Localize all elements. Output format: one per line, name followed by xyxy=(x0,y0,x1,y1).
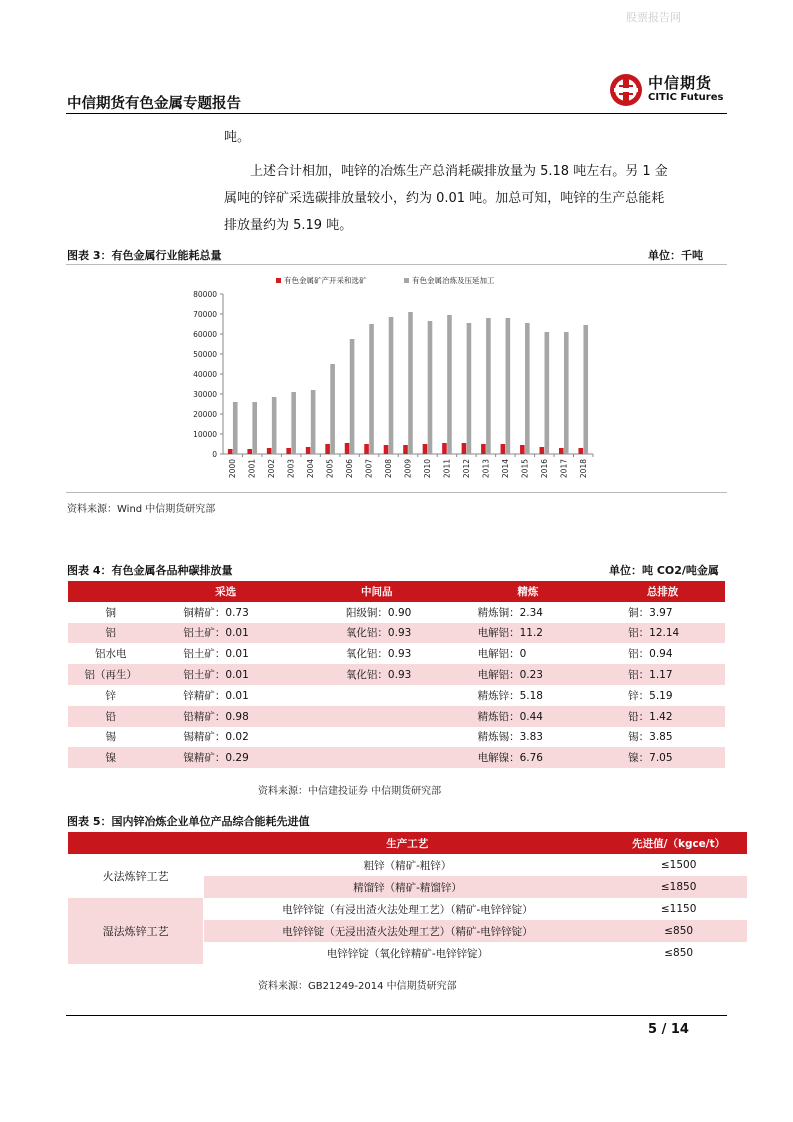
table-header-row xyxy=(68,832,747,854)
table-row xyxy=(68,727,725,748)
table-cell: 电解铝：0.23 xyxy=(456,664,601,685)
figure3-bottom-rule xyxy=(66,492,727,493)
legend-swatch xyxy=(276,278,281,283)
table-cell: 电锌锌锭（无浸出渣火法处理工艺）（精矿-电锌锌锭） xyxy=(204,920,611,942)
y-tick-label: 50000 xyxy=(193,350,217,359)
bar-smelting xyxy=(486,318,491,454)
bar-smelting xyxy=(291,392,296,454)
bar-mining xyxy=(578,448,583,454)
bar-mining xyxy=(501,444,506,454)
table-cell: 锡：3.85 xyxy=(628,731,673,744)
bar-mining xyxy=(481,444,486,454)
x-tick-label: 2011 xyxy=(442,459,452,479)
table-cell: 铝：12.14 xyxy=(600,623,725,644)
bar-mining xyxy=(559,448,564,454)
x-tick-label: 2012 xyxy=(461,459,471,479)
figure3-caption: 图表 3：有色金属行业能耗总量 xyxy=(67,249,222,262)
x-tick-label: 2015 xyxy=(520,459,530,479)
bar-mining xyxy=(286,448,291,454)
legend-label: 有色金属矿产开采和选矿 xyxy=(284,276,367,285)
process-group: 湿法炼锌工艺 xyxy=(68,898,204,964)
bar-mining xyxy=(306,447,311,454)
bar-smelting xyxy=(428,321,433,454)
bar-mining xyxy=(462,443,467,454)
column-header xyxy=(68,832,204,854)
x-tick-label: 2002 xyxy=(267,459,277,479)
table-cell: 锡精矿：0.02 xyxy=(183,731,249,744)
table-cell: 氧化铝：0.93 xyxy=(345,648,412,661)
footer-rule xyxy=(66,1015,727,1016)
table-row xyxy=(68,643,725,664)
bar-smelting xyxy=(564,332,569,454)
table-row xyxy=(68,623,725,644)
paragraph-line: 排放量约为 5.19 吨。 xyxy=(224,218,353,233)
table-cell: 粗锌（精矿-粗锌） xyxy=(204,854,611,876)
y-tick-label: 20000 xyxy=(193,410,217,419)
bar-mining xyxy=(267,448,272,454)
bar-mining xyxy=(442,443,447,454)
table-cell: 铅：1.42 xyxy=(600,706,725,727)
column-header: 总排放 xyxy=(600,581,725,602)
watermark: 股票报告网 xyxy=(626,11,681,24)
column-header xyxy=(68,581,153,602)
table-cell: 铝 xyxy=(68,623,153,644)
x-tick-label: 2006 xyxy=(345,459,355,479)
table-cell xyxy=(298,706,456,727)
logo-en: CITIC Futures xyxy=(648,92,724,103)
table-cell: ≤1500 xyxy=(611,854,747,876)
bar-mining xyxy=(228,449,233,454)
body-paragraph xyxy=(224,158,724,239)
bar-smelting xyxy=(369,324,374,454)
table-cell: ≤1150 xyxy=(611,898,747,920)
y-tick-label: 30000 xyxy=(193,390,217,399)
table-row xyxy=(68,898,747,920)
table-row xyxy=(68,685,725,706)
process-group: 火法炼锌工艺 xyxy=(68,854,204,898)
table-cell: ≤850 xyxy=(611,942,747,964)
table-cell: 氧化铝：0.93 xyxy=(298,623,456,644)
y-tick-label: 70000 xyxy=(193,310,217,319)
energy-chart xyxy=(66,268,727,490)
table-cell: 铅精矿：0.98 xyxy=(153,706,298,727)
table-cell: 精炼铅：0.44 xyxy=(456,706,601,727)
citic-logo-icon xyxy=(608,72,644,108)
table-cell: 氧化铝：0.93 xyxy=(298,664,456,685)
table-cell: 镍 xyxy=(68,747,153,768)
table-cell: 精炼铜：2.34 xyxy=(477,606,543,619)
table-cell xyxy=(298,747,456,768)
table-cell: 铜精矿：0.73 xyxy=(183,606,249,619)
table-cell: 锌精矿：0.01 xyxy=(183,689,249,702)
table-cell: 铝（再生） xyxy=(68,664,153,685)
table-cell: 精炼锌：5.18 xyxy=(477,689,543,702)
bar-smelting xyxy=(545,332,550,454)
bar-smelting xyxy=(350,339,355,454)
report-title: 中信期货有色金属专题报告 xyxy=(67,96,241,112)
table-cell: 阳级铜：0.90 xyxy=(345,606,412,619)
table-cell: 镍精矿：0.29 xyxy=(153,747,298,768)
x-tick-label: 2008 xyxy=(384,459,394,479)
bar-smelting xyxy=(525,323,530,454)
x-tick-label: 2001 xyxy=(247,459,257,479)
bar-mining xyxy=(540,447,545,454)
x-tick-label: 2009 xyxy=(403,459,413,479)
legend-label: 有色金属冶炼及压延加工 xyxy=(412,276,495,285)
x-tick-label: 2013 xyxy=(481,459,491,479)
table-cell: 锡 xyxy=(105,731,116,744)
x-tick-label: 2018 xyxy=(578,459,588,479)
table-cell: 铝：0.94 xyxy=(628,648,673,661)
bar-smelting xyxy=(272,397,277,454)
bar-smelting xyxy=(311,390,316,454)
table-header-row xyxy=(68,581,725,602)
x-tick-label: 2016 xyxy=(539,459,549,479)
bar-mining xyxy=(403,445,408,454)
x-tick-label: 2010 xyxy=(422,459,432,479)
bar-mining xyxy=(325,444,330,454)
bar-mining xyxy=(384,445,389,454)
figure3-unit: 单位：千吨 xyxy=(648,249,703,262)
y-tick-label: 40000 xyxy=(193,370,217,379)
table-cell: 锌：5.19 xyxy=(628,689,673,702)
x-tick-label: 2017 xyxy=(559,459,569,479)
x-tick-label: 2014 xyxy=(500,459,510,479)
figure4-unit: 单位：吨 CO2/吨金属 xyxy=(609,564,719,577)
table-cell: 铜：3.97 xyxy=(628,606,673,619)
x-tick-label: 2005 xyxy=(325,459,335,479)
y-tick-label: 10000 xyxy=(193,430,217,439)
table-cell: 锌 xyxy=(105,689,116,702)
figure3-top-rule xyxy=(66,264,727,265)
table-cell: 镍：7.05 xyxy=(600,747,725,768)
table-cell: 精炼锡：3.83 xyxy=(477,731,543,744)
y-tick-label: 80000 xyxy=(193,290,217,299)
bar-smelting xyxy=(330,364,335,454)
bar-smelting xyxy=(408,312,413,454)
table-row xyxy=(68,747,725,768)
x-tick-label: 2004 xyxy=(306,459,316,479)
table-cell: 电解铝：11.2 xyxy=(456,623,601,644)
bar-mining xyxy=(520,445,525,454)
table-row xyxy=(68,854,747,876)
table-cell: 电解镍：6.76 xyxy=(456,747,601,768)
energy-standard-table xyxy=(68,832,747,964)
bar-smelting xyxy=(467,323,472,454)
column-header: 精炼 xyxy=(456,581,601,602)
table-cell xyxy=(298,685,456,706)
table-row xyxy=(68,706,725,727)
logo-cn: 中信期货 xyxy=(648,74,713,92)
bar-mining xyxy=(423,444,428,454)
column-header: 先进值/（kgce/t） xyxy=(611,832,747,854)
paragraph-line: 上述合计相加，吨锌的冶炼生产总消耗碳排放量为 5.18 吨左右。另 1 金 xyxy=(250,164,668,179)
table-cell: 精馏锌（精矿-精馏锌） xyxy=(204,876,611,898)
figure4-caption: 图表 4：有色金属各品种碳排放量 xyxy=(67,564,233,577)
bar-mining xyxy=(247,449,252,454)
table-cell: 铝水电 xyxy=(94,648,127,661)
table-cell: 铝土矿：0.01 xyxy=(183,648,249,661)
table-cell: 铝土矿：0.01 xyxy=(153,623,298,644)
table-cell: 电锌锌锭（有浸出渣火法处理工艺）（精矿-电锌锌锭） xyxy=(204,898,611,920)
table-cell: 铝土矿：0.01 xyxy=(153,664,298,685)
x-tick-label: 2007 xyxy=(364,459,374,479)
figure5-source: 资料来源：GB21249-2014 中信期货研究部 xyxy=(258,981,457,992)
bar-smelting xyxy=(583,325,588,454)
y-tick-label: 60000 xyxy=(193,330,217,339)
page-number: 5 / 14 xyxy=(648,1022,689,1037)
table-row xyxy=(68,602,725,623)
bar-smelting xyxy=(233,402,238,454)
x-tick-label: 2000 xyxy=(228,459,238,479)
x-tick-label: 2003 xyxy=(286,459,296,479)
column-header: 采选 xyxy=(153,581,298,602)
header-rule xyxy=(66,113,727,114)
column-header: 中间品 xyxy=(298,581,456,602)
column-header: 生产工艺 xyxy=(204,832,611,854)
table-cell: ≤1850 xyxy=(611,876,747,898)
paragraph-line: 属吨的锌矿采选碳排放量较小，约为 0.01 吨。加总可知，吨锌的生产总能耗 xyxy=(224,191,665,206)
table-row xyxy=(68,664,725,685)
table-cell: 铜 xyxy=(105,606,116,619)
body-line: 吨。 xyxy=(224,130,251,145)
emission-table xyxy=(68,581,725,768)
bar-mining xyxy=(364,444,369,454)
table-cell: 电解铝：0 xyxy=(477,648,527,661)
table-cell: 铅 xyxy=(68,706,153,727)
citic-logo xyxy=(608,72,728,108)
table-cell xyxy=(298,727,456,748)
bar-smelting xyxy=(389,317,394,454)
bar-mining xyxy=(345,443,350,454)
figure3-source: 资料来源：Wind 中信期货研究部 xyxy=(67,504,216,515)
bar-smelting xyxy=(447,315,452,454)
bar-smelting xyxy=(506,318,511,454)
table-cell: 铝：1.17 xyxy=(600,664,725,685)
y-tick-label: 0 xyxy=(212,450,217,459)
legend-swatch xyxy=(404,278,409,283)
figure5-caption: 图表 5：国内锌冶炼企业单位产品综合能耗先进值 xyxy=(67,815,310,828)
table-cell: ≤850 xyxy=(611,920,747,942)
table-cell: 电锌锌锭（氧化锌精矿-电锌锌锭） xyxy=(204,942,611,964)
figure4-source: 资料来源：中信建投证券 中信期货研究部 xyxy=(258,786,442,797)
bar-smelting xyxy=(252,402,257,454)
